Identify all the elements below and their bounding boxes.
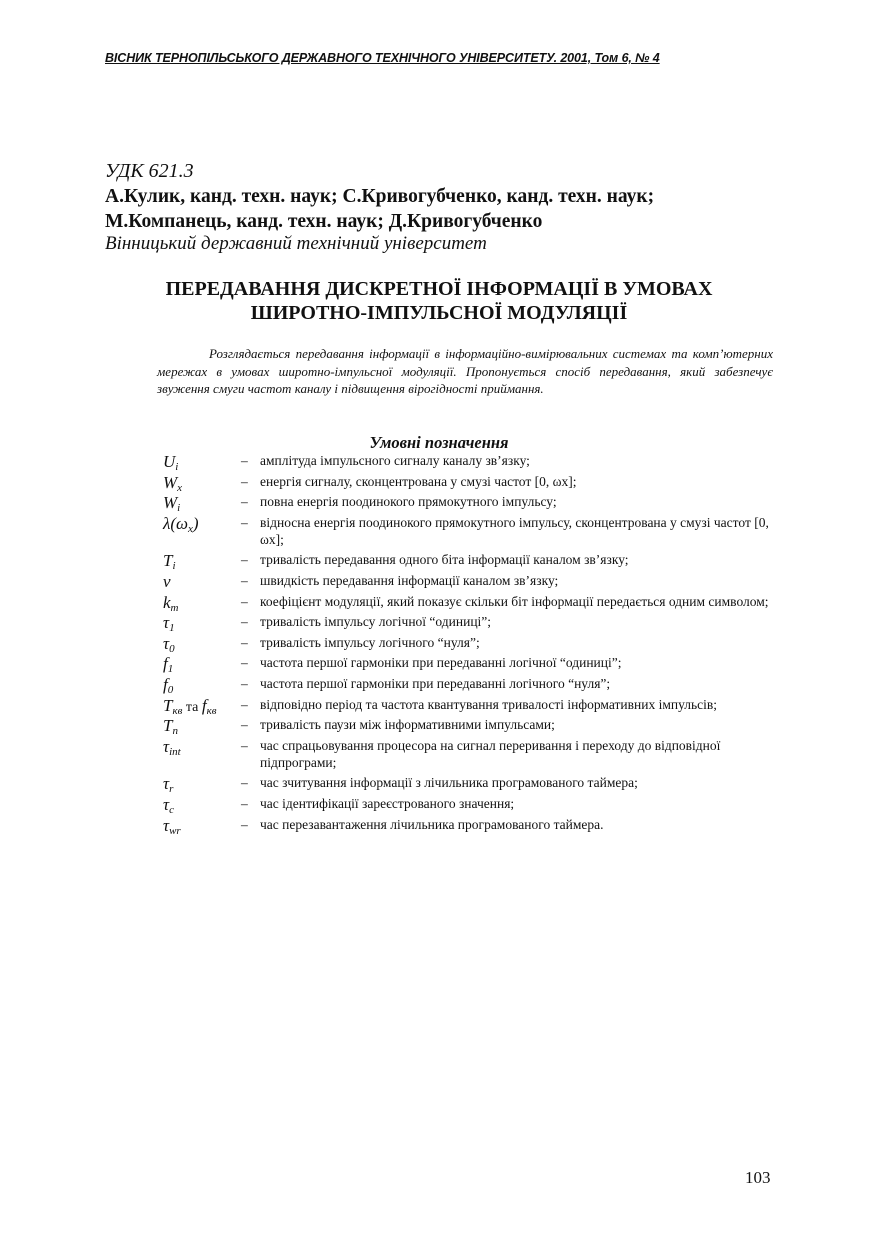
symbol-base: k: [163, 592, 171, 612]
legend-description: відповідно період та частота квантування тривалості інформативних імпульсів;: [260, 696, 718, 712]
legend-dash: –: [241, 494, 248, 510]
udc-code: УДК 621.3: [105, 160, 194, 182]
legend-description: тривалість паузи між інформативними імпульсами;: [260, 717, 555, 733]
legend-dash: –: [241, 737, 248, 753]
legend-item: [163, 716, 778, 738]
legend-description: тривалість передавання одного біта інформації каналом зв’язку;: [260, 552, 629, 568]
legend-symbol: [163, 551, 176, 573]
symbol-subscript: r: [169, 783, 174, 796]
legend-item: [163, 572, 778, 589]
legend-symbol: [163, 795, 174, 814]
legend-symbol: [163, 634, 175, 653]
legend-item: [163, 695, 778, 717]
article-title: [105, 277, 773, 325]
symbol-base: T: [163, 695, 173, 715]
legend-symbol: [163, 816, 181, 835]
symbol-base: τ: [163, 633, 170, 653]
legend-symbol: [163, 654, 174, 676]
legend-dash: –: [241, 593, 248, 609]
symbol-base: T: [163, 716, 173, 736]
legend-item: [163, 452, 778, 473]
legend-item: [163, 654, 778, 676]
symbol-subscript: c: [169, 803, 174, 816]
symbol-subscript: n: [172, 725, 178, 738]
symbol-subscript: i: [177, 502, 181, 515]
legend-dash: –: [241, 453, 248, 468]
legend-dash: –: [241, 572, 248, 588]
legend-item: [163, 737, 778, 771]
legend-description: час зчитування інформації з лічильника програмованого таймера;: [260, 775, 638, 791]
legend-title: Умовні позначення: [369, 433, 509, 452]
symbol-base: λ(ω: [163, 513, 189, 533]
legend-item: [163, 472, 778, 494]
legend-item: [163, 633, 778, 655]
symbol-subscript-2: кв: [206, 704, 217, 717]
legend-symbol: [163, 737, 181, 756]
legend-item: [163, 592, 778, 614]
legend-dash: –: [241, 514, 248, 530]
article-title-line-1: ПЕРЕДАВАННЯ ДИСКРЕТНОЇ ІНФОРМАЦІЇ В УМОВАХ: [165, 278, 713, 300]
symbol-subscript: 1: [167, 663, 174, 676]
symbol-subscript: int: [169, 745, 181, 758]
legend-description: час перезавантаження лічильника програмованого таймера.: [260, 816, 604, 832]
symbol-base-2: f: [201, 695, 207, 715]
legend-symbol: [163, 716, 178, 738]
legend-symbol: [163, 593, 179, 612]
legend-symbol: [163, 675, 173, 694]
symbol-base: τ: [163, 774, 170, 794]
legend-dash: –: [241, 775, 248, 791]
legend-dash: –: [241, 634, 248, 650]
legend-dash: –: [241, 816, 248, 832]
symbol-subscript: x: [188, 522, 193, 535]
legend-description: відносна енергія поодинокого прямокутного імпульсу, сконцентрована у смузі частот [0, ωx];: [260, 514, 769, 547]
authors: [105, 184, 775, 234]
symbol-base: W: [163, 493, 178, 513]
page-number: 103: [745, 1168, 771, 1187]
symbol-base: U: [163, 452, 176, 471]
legend-symbol: [163, 613, 175, 635]
legend-dash: –: [241, 552, 248, 568]
symbol-subscript: i: [172, 560, 176, 573]
legend-dash: –: [241, 614, 248, 630]
symbol-base: τ: [163, 794, 170, 814]
legend-item: [163, 774, 778, 796]
symbol-subscript: 1: [169, 622, 175, 635]
legend-list: [163, 452, 778, 836]
article-title-line-2: ШИРОТНО-ІМПУЛЬСНОЇ МОДУЛЯЦІЇ: [250, 302, 628, 324]
legend-symbol: [163, 572, 171, 591]
legend-description: тривалість імпульсу логічного “нуля”;: [260, 634, 480, 650]
legend-symbol: [163, 514, 199, 533]
legend-description: час ідентифікації зареєстрованого значення;: [260, 795, 515, 811]
abstract: Розглядається передавання інформації в інформаційно-вимірювальних системах та комп’ютерних мережах в умовах широтно-імпульсної модуляції. Пропонується спосіб передавання, який забезпечує звуження смуги частот каналу і підвищення вірогідності приймання.: [157, 346, 773, 396]
legend-symbol: [163, 452, 178, 471]
legend-description: швидкість передавання інформації каналом зв’язку;: [260, 572, 559, 588]
symbol-base: f: [163, 654, 168, 674]
legend-item: [163, 551, 778, 573]
legend-dash: –: [241, 717, 248, 733]
legend-description: повна енергія поодинокого прямокутного імпульсу;: [260, 494, 557, 510]
symbol-base: v: [163, 571, 171, 591]
symbol-base: τ: [163, 736, 170, 756]
legend-item: [163, 794, 778, 816]
symbol-suffix: ): [192, 513, 199, 533]
authors-line-1: А.Кулик, канд. техн. наук; С.Кривогубченко, канд. техн. наук;: [105, 186, 655, 207]
symbol-subscript: кв: [172, 704, 183, 717]
symbol-subscript: m: [170, 601, 179, 614]
legend-symbol: [163, 493, 181, 515]
legend-description: коефіцієнт модуляції, який показує скільки біт інформації передається одним символом;: [260, 593, 769, 609]
symbol-base: τ: [163, 613, 170, 633]
legend-item: [163, 493, 778, 515]
legend-item: [163, 674, 778, 696]
legend-symbol: [163, 696, 217, 717]
legend-description: амплітуда імпульсного сигналу каналу зв’язку;: [260, 453, 530, 468]
symbol-subscript: i: [175, 461, 179, 473]
symbol-subscript: wr: [169, 824, 181, 837]
legend-dash: –: [241, 795, 248, 811]
affiliation: Вінницький державний технічний університет: [105, 233, 487, 254]
symbol-base: T: [163, 551, 173, 571]
legend-item: [163, 514, 778, 548]
legend-symbol: [163, 774, 174, 796]
symbol-subscript: x: [177, 481, 183, 494]
legend-dash: –: [241, 655, 248, 671]
symbol-base: τ: [163, 815, 170, 835]
legend-description: частота першої гармоніки при передаванні логічної “одиниці”;: [260, 655, 622, 671]
symbol-base: W: [163, 472, 178, 492]
authors-line-2: М.Компанець, канд. техн. наук; Д.Кривогубченко: [105, 211, 543, 232]
legend-item: [163, 613, 778, 635]
symbol-subscript: 0: [167, 683, 174, 696]
legend-description: тривалість імпульсу логічної “одиниці”;: [260, 614, 492, 630]
legend-item: [163, 815, 778, 837]
symbol-base: f: [163, 674, 168, 694]
legend-description: час спрацьовування процесора на сигнал переривання і переходу до відповідної підпрограми;: [260, 737, 721, 770]
legend-description: енергія сигналу, сконцентрована у смузі частот [0, ωx];: [260, 473, 577, 489]
legend-description: частота першої гармоніки при передаванні логічного “нуля”;: [260, 675, 611, 691]
legend-dash: –: [241, 473, 248, 489]
legend-symbol: [163, 473, 182, 492]
symbol-conjunction: та: [182, 699, 202, 715]
symbol-subscript: 0: [169, 642, 175, 655]
journal-header: ВІСНИК ТЕРНОПІЛЬСЬКОГО ДЕРЖАВНОГО ТЕХНІЧНОГО УНІВЕРСИТЕТУ. 2001, Том 6, № 4: [105, 51, 660, 65]
legend-dash: –: [241, 696, 248, 712]
legend-dash: –: [241, 675, 248, 691]
